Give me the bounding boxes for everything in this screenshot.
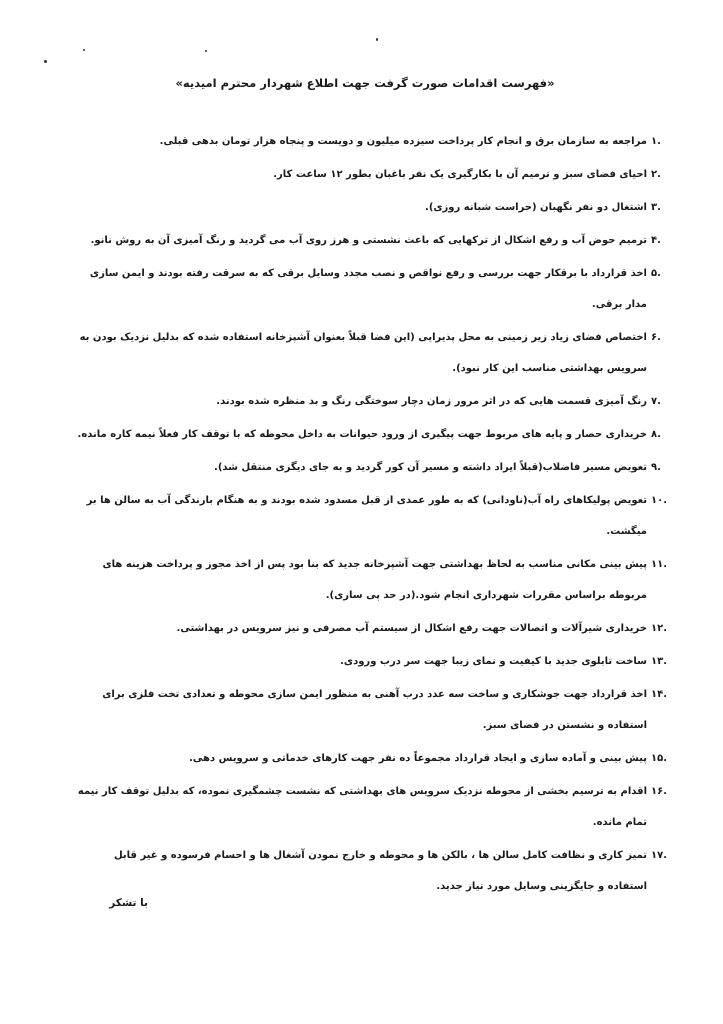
- list-item: [73, 225, 673, 256]
- list-item: [73, 646, 673, 677]
- list-item: [73, 258, 673, 320]
- item-text: ساخت تابلوی جدید با کیفیت و نمای زیبا جهت سر درب ورودی.: [340, 656, 647, 667]
- item-number: .۱۵: [651, 753, 668, 764]
- list-item: [73, 613, 673, 644]
- closing-signature: با تشکر: [109, 897, 148, 909]
- item-text: پیش بینی و آماده سازی و ایجاد قرارداد مجموعاً ده نفر جهت کارهای خدماتی و سرویس دهی.: [189, 753, 647, 764]
- item-text: مراجعه به سازمان برق و انجام کار پرداخت سیزده میلیون و دویست و پنجاه هزار تومان بدهی قبلی.: [159, 136, 647, 147]
- item-number: .۳: [651, 202, 661, 213]
- list-item: [73, 159, 673, 190]
- item-text: خریداری حصار و پایه های مربوط جهت پیگیری از ورود حیوانات به داخل محوطه که با توقف کار فعلاً نیمه کاره مانده.: [77, 429, 647, 440]
- list-item: [73, 776, 673, 838]
- item-text: پیش بینی مکانی مناسب به لحاظ بهداشتی جهت آشپزخانه جدید که بنا بود پس از اخذ مجوز و پرداخت هزینه های مربوطه براساس مقررات شهرداری انجام شود.(در حد پی سازی).: [102, 559, 647, 601]
- item-number: .۱۷: [651, 850, 668, 861]
- list-item: [73, 743, 673, 774]
- list-item: [73, 452, 673, 483]
- item-text: تعویض پولیکاهای راه آب(ناودانی) که به طور عمدی از قبل مسدود شده بودند و به هنگام بارندگی آب به سالن ها بر میگشت.: [86, 495, 647, 537]
- list-item: [73, 126, 673, 157]
- scan-speck: [376, 38, 378, 41]
- item-number: .۸: [651, 429, 661, 440]
- list-item: [73, 679, 673, 741]
- scan-speck: [205, 50, 207, 52]
- item-number: .۹: [651, 462, 661, 473]
- item-number: .۱: [651, 136, 661, 147]
- list-item: [73, 549, 673, 611]
- item-number: .۷: [651, 396, 661, 407]
- list-item: [73, 840, 673, 902]
- item-number: .۱۳: [651, 656, 668, 667]
- list-item: [73, 419, 673, 450]
- scan-speck: [83, 49, 85, 51]
- list-item: [73, 386, 673, 417]
- document-title: «فهرست اقدامات صورت گرفت جهت اطلاع شهردار محترم امیدیه»: [175, 76, 555, 90]
- list-item: [73, 485, 673, 547]
- item-text: رنگ آمیزی قسمت هایی که در اثر مرور زمان دچار سوختگی رنگ و بد منظره شده بودند.: [216, 396, 647, 407]
- item-number: .۱۲: [651, 623, 668, 634]
- list-item: [73, 322, 673, 384]
- item-number: .۶: [651, 332, 661, 343]
- item-text: اقدام به ترسیم بخشی از محوطه نزدیک سرویس های بهداشتی که نشست چشمگیری نموده، که بدلیل توقف کار نیمه تمام مانده.: [77, 786, 647, 828]
- item-number: .۱۴: [651, 689, 668, 700]
- item-text: ترمیم حوض آب و رفع اشکال از ترکهایی که باعث نشستی و هرز روی آب می گردید و رنگ آمیزی آن به روش نانو.: [90, 235, 647, 246]
- item-text: اخذ قرارداد با برقکار جهت بررسی و رفع نواقص و نصب مجدد وسایل برقی که به سرقت رفته بودند و ایمن سازی مدار برقی.: [89, 268, 647, 310]
- item-number: .۲: [651, 169, 661, 180]
- item-number: .۱۶: [651, 786, 668, 797]
- item-text: احیای فضای سبز و ترمیم آن با بکارگیری یک نفر باغبان بطور ۱۲ ساعت کار.: [273, 169, 647, 180]
- item-text: اخذ قرارداد جهت جوشکاری و ساخت سه عدد درب آهنی به منظور ایمن سازی محوطه و تعدادی تخت فلزی برای استفاده و نشستن در فضای سبز.: [102, 689, 647, 731]
- action-list: [73, 126, 673, 904]
- item-text: تمیز کاری و نظافت کامل سالن ها ، بالکن ها و محوطه و خارج نمودن آشغال ها و احسام فرسوده و غیر قابل استفاده و جایگزینی وسایل مورد نیاز جدید.: [113, 850, 647, 892]
- item-number: .۱۱: [651, 559, 668, 570]
- item-number: .۱۰: [651, 495, 668, 506]
- item-number: .۵: [651, 268, 661, 279]
- item-text: اختصاص فضای زیاد زیر زمینی به محل پذیرایی (این فضا قبلاً بعنوان آشپزخانه استفاده شده که بدلیل نزدیک بودن به سرویس بهداشتی مناسب این کار نبود).: [79, 332, 647, 374]
- item-text: تعویض مسیر فاضلاب(قبلاً ایراد داشته و مسیر آن کور گردید و به جای دیگری منتقل شد).: [214, 462, 647, 473]
- item-text: اشتغال دو نفر نگهبان (حراست شبانه روزی).: [425, 202, 647, 213]
- list-item: [73, 192, 673, 223]
- item-number: .۴: [651, 235, 661, 246]
- item-text: خریداری شیرآلات و اتصالات جهت رفع اشکال از سیستم آب مصرفی و نیز سرویس در بهداشتی.: [176, 623, 647, 634]
- scan-speck: [44, 60, 47, 63]
